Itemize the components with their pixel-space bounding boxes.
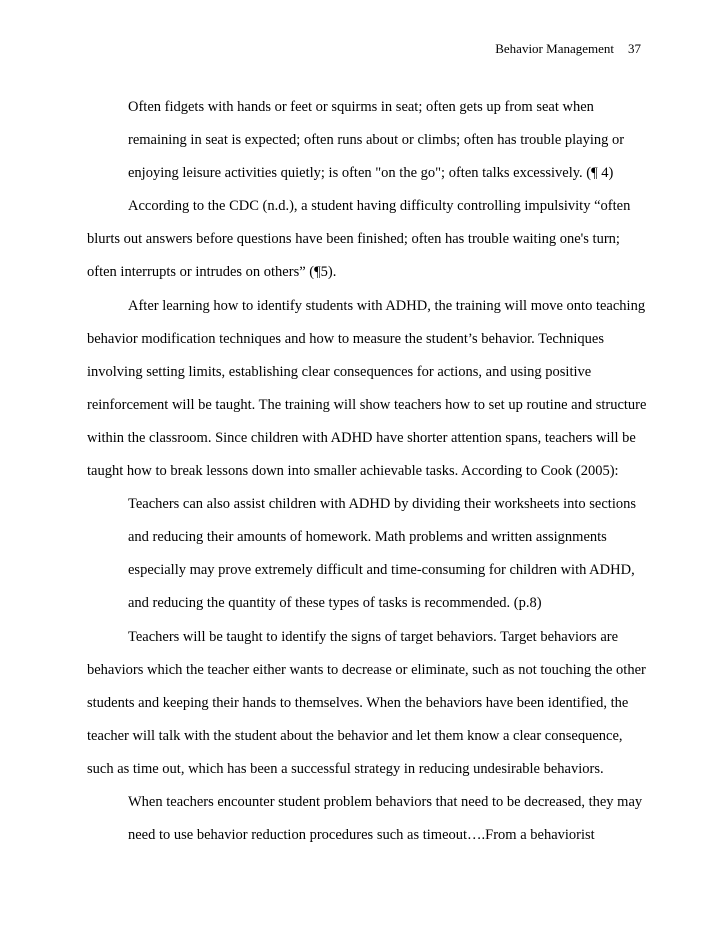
paragraph-line: within the classroom. Since children with ADHD have shorter attention spans, teachers will be	[87, 429, 636, 446]
paragraph-first-line: Teachers will be taught to identify the signs of target behaviors. Target behaviors are	[128, 628, 619, 645]
paragraph-line: taught how to break lessons down into smaller achievable tasks. According to Cook (2005):	[87, 463, 619, 480]
block-quote-line: enjoying leisure activities quietly; is often "on the go"; often talks excessively. (¶ 4)	[128, 165, 614, 182]
block-quote-line: and reducing their amounts of homework. Math problems and written assignments	[128, 529, 607, 546]
paragraph-line: behavior modification techniques and how to measure the student’s behavior. Techniques	[87, 330, 604, 347]
paragraph-line: such as time out, which has been a successful strategy in reducing undesirable behaviors.	[87, 760, 604, 777]
body-text	[87, 99, 647, 860]
paragraph-line: reinforcement will be taught. The training will show teachers how to set up routine and structure	[87, 396, 647, 413]
block-quote-line: remaining in seat is expected; often runs about or climbs; often has trouble playing or	[128, 132, 625, 149]
block-quote-line: need to use behavior reduction procedures such as timeout….From a behaviorist	[128, 827, 595, 844]
paragraph-line: involving setting limits, establishing clear consequences for actions, and using positive	[87, 363, 592, 380]
block-quote-line: especially may prove extremely difficult and time-consuming for children with ADHD,	[128, 562, 635, 579]
running-head-title: Behavior Management	[495, 41, 614, 56]
paragraph-first-line: After learning how to identify students with ADHD, the training will move onto teaching	[128, 297, 646, 314]
paragraph-first-line: According to the CDC (n.d.), a student having difficulty controlling impulsivity “often	[128, 198, 631, 215]
block-quote-line: Teachers can also assist children with ADHD by dividing their worksheets into sections	[128, 496, 636, 513]
running-head	[495, 41, 641, 57]
block-quote-line: When teachers encounter student problem behaviors that need to be decreased, they may	[128, 793, 643, 810]
block-quote-line: and reducing the quantity of these types of tasks is recommended. (p.8)	[128, 595, 542, 612]
paragraph-line: teacher will talk with the student about the behavior and let them know a clear consequence,	[87, 727, 623, 744]
block-quote-line: Often fidgets with hands or feet or squirms in seat; often gets up from seat when	[128, 99, 594, 115]
paragraph-line: often interrupts or intrudes on others” (¶5).	[87, 264, 337, 281]
paragraph-line: behaviors which the teacher either wants to decrease or eliminate, such as not touching the other	[87, 661, 646, 678]
paragraph-line: students and keeping their hands to themselves. When the behaviors have been identified, the	[87, 694, 629, 711]
paragraph-line: blurts out answers before questions have been finished; often has trouble waiting one's turn;	[87, 231, 620, 248]
page-number: 37	[628, 41, 641, 56]
